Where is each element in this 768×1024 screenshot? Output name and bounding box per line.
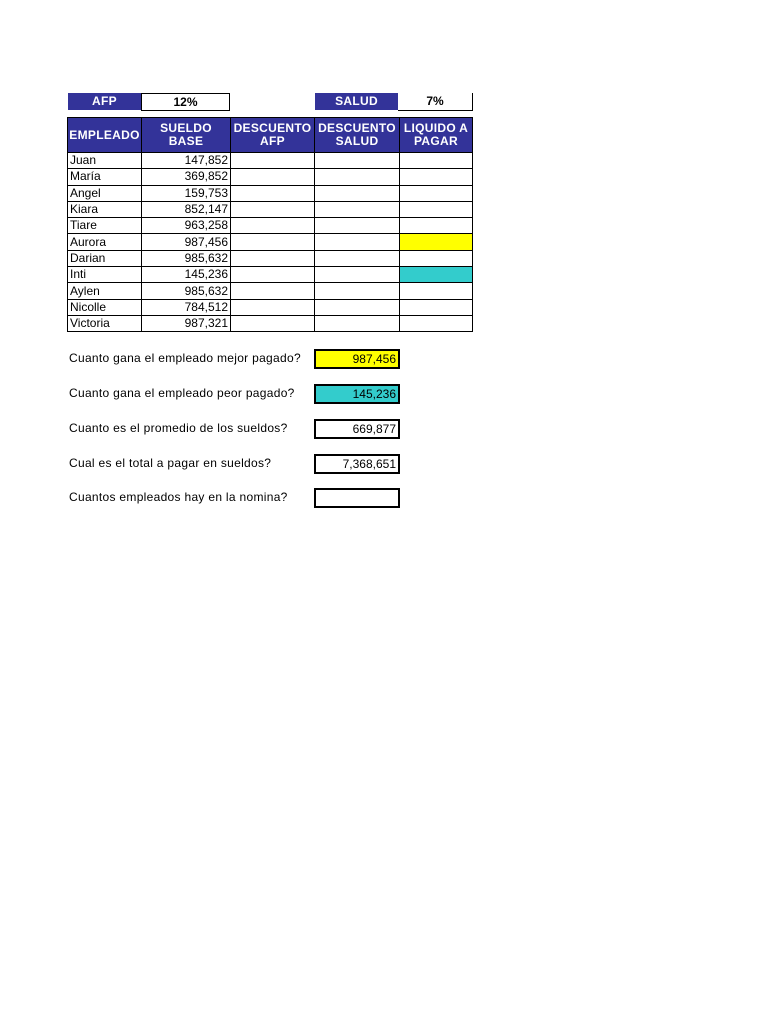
net-pay-cell[interactable]	[400, 250, 473, 266]
net-pay-cell[interactable]	[400, 185, 473, 201]
afp-discount-cell[interactable]	[231, 283, 315, 299]
net-pay-cell[interactable]	[400, 315, 473, 331]
answer-cell[interactable]	[314, 488, 400, 508]
question-label: Cuantos empleados hay en la nomina?	[69, 490, 288, 504]
afp-discount-cell[interactable]	[231, 153, 315, 169]
answer-cell[interactable]: 145,236	[314, 384, 400, 404]
net-pay-cell[interactable]	[400, 201, 473, 217]
header-empleado: EMPLEADO	[68, 118, 142, 153]
employee-name-cell[interactable]: Aylen	[68, 283, 142, 299]
header-liquido-a-pagar: LIQUIDO A PAGAR	[400, 118, 473, 153]
salud-discount-cell[interactable]	[315, 315, 400, 331]
salary-cell[interactable]: 369,852	[142, 169, 231, 185]
employee-name-cell[interactable]: Aurora	[68, 234, 142, 250]
salary-cell[interactable]: 963,258	[142, 218, 231, 234]
question-label: Cual es el total a pagar en sueldos?	[69, 456, 272, 470]
afp-discount-cell[interactable]	[231, 234, 315, 250]
question-label: Cuanto gana el empleado peor pagado?	[69, 386, 295, 400]
question-label: Cuanto gana el empleado mejor pagado?	[69, 351, 301, 365]
afp-discount-cell[interactable]	[231, 185, 315, 201]
salud-discount-cell[interactable]	[315, 267, 400, 283]
afp-discount-cell[interactable]	[231, 201, 315, 217]
employee-name-cell[interactable]: Juan	[68, 153, 142, 169]
answer-cell[interactable]: 987,456	[314, 349, 400, 369]
table-row	[68, 234, 473, 250]
salary-cell[interactable]: 147,852	[142, 153, 231, 169]
employee-name-cell[interactable]: Kiara	[68, 201, 142, 217]
table-row	[68, 169, 473, 185]
salary-cell[interactable]: 985,632	[142, 283, 231, 299]
table-row	[68, 250, 473, 266]
net-pay-cell[interactable]	[400, 218, 473, 234]
table-header-row	[68, 118, 473, 153]
afp-discount-cell[interactable]	[231, 218, 315, 234]
net-pay-cell[interactable]	[400, 153, 473, 169]
salud-discount-cell[interactable]	[315, 185, 400, 201]
afp-discount-cell[interactable]	[231, 299, 315, 315]
afp-discount-cell[interactable]	[231, 169, 315, 185]
salary-cell[interactable]: 145,236	[142, 267, 231, 283]
employee-name-cell[interactable]: María	[68, 169, 142, 185]
afp-value-cell[interactable]: 12%	[141, 93, 230, 111]
salud-discount-cell[interactable]	[315, 283, 400, 299]
salary-cell[interactable]: 985,632	[142, 250, 231, 266]
net-pay-cell[interactable]	[400, 169, 473, 185]
table-row	[68, 185, 473, 201]
net-pay-cell[interactable]	[400, 283, 473, 299]
answer-cell[interactable]: 669,877	[314, 419, 400, 439]
answer-cell[interactable]: 7,368,651	[314, 454, 400, 474]
salud-discount-cell[interactable]	[315, 299, 400, 315]
salary-cell[interactable]: 159,753	[142, 185, 231, 201]
salary-cell[interactable]: 852,147	[142, 201, 231, 217]
afp-discount-cell[interactable]	[231, 315, 315, 331]
header-descuento-afp: DESCUENTO AFP	[231, 118, 315, 153]
employee-name-cell[interactable]: Tiare	[68, 218, 142, 234]
table-row	[68, 267, 473, 283]
salud-discount-cell[interactable]	[315, 153, 400, 169]
net-pay-cell[interactable]	[400, 299, 473, 315]
table-row	[68, 201, 473, 217]
salary-cell[interactable]: 784,512	[142, 299, 231, 315]
net-pay-cell[interactable]	[400, 267, 473, 283]
payroll-table	[67, 117, 473, 332]
net-pay-cell[interactable]	[400, 234, 473, 250]
question-label: Cuanto es el promedio de los sueldos?	[69, 421, 288, 435]
salud-discount-cell[interactable]	[315, 218, 400, 234]
table-row	[68, 283, 473, 299]
employee-name-cell[interactable]: Angel	[68, 185, 142, 201]
employee-name-cell[interactable]: Inti	[68, 267, 142, 283]
salud-discount-cell[interactable]	[315, 250, 400, 266]
table-row	[68, 315, 473, 331]
salud-discount-cell[interactable]	[315, 169, 400, 185]
afp-discount-cell[interactable]	[231, 267, 315, 283]
afp-discount-cell[interactable]	[231, 250, 315, 266]
employee-name-cell[interactable]: Nicolle	[68, 299, 142, 315]
header-sueldo-base: SUELDO BASE	[142, 118, 231, 153]
salud-label: SALUD	[315, 93, 398, 110]
employee-name-cell[interactable]: Darian	[68, 250, 142, 266]
salary-cell[interactable]: 987,456	[142, 234, 231, 250]
table-row	[68, 153, 473, 169]
salud-discount-cell[interactable]	[315, 201, 400, 217]
salary-cell[interactable]: 987,321	[142, 315, 231, 331]
table-row	[68, 299, 473, 315]
afp-label: AFP	[68, 93, 141, 110]
table-row	[68, 218, 473, 234]
salud-discount-cell[interactable]	[315, 234, 400, 250]
header-descuento-salud: DESCUENTO SALUD	[315, 118, 400, 153]
salud-value-cell[interactable]: 7%	[398, 93, 473, 111]
employee-name-cell[interactable]: Victoria	[68, 315, 142, 331]
